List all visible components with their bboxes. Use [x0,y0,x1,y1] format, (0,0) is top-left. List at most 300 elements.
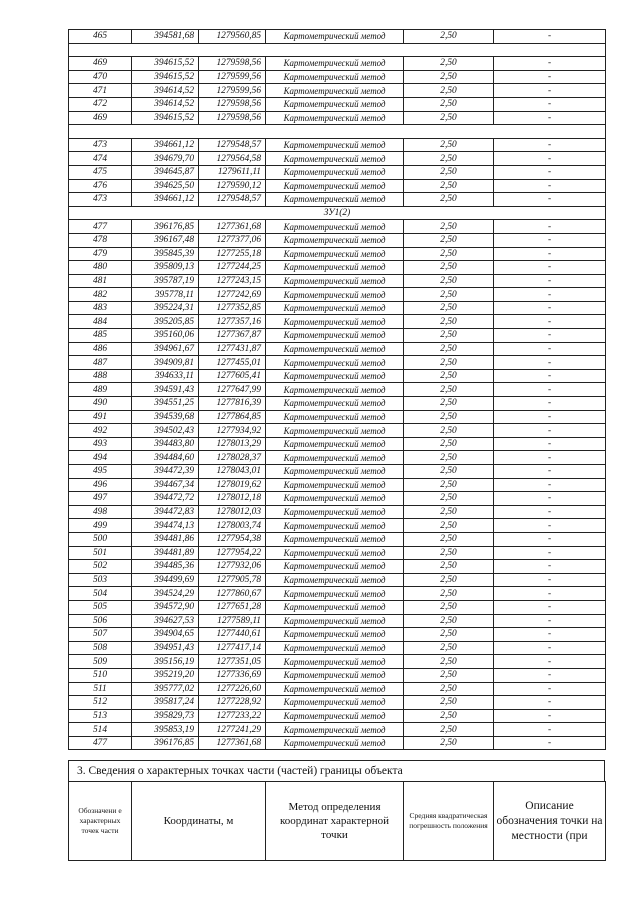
method-cell: Картометрический метод [266,546,404,560]
coord-y: 1277233,22 [199,709,266,723]
point-number: 504 [69,587,132,601]
error-cell: 2,50 [404,723,494,737]
error-cell: 2,50 [404,97,494,111]
method-cell: Картометрический метод [266,84,404,98]
coord-x: 394472,83 [132,505,199,519]
table-row [69,424,606,438]
description-cell: - [494,111,606,125]
coord-x: 395205,85 [132,315,199,329]
coord-y: 1278028,37 [199,451,266,465]
coord-y: 1279548,57 [199,193,266,207]
description-cell: - [494,424,606,438]
coord-x: 394625,50 [132,179,199,193]
coord-x: 394633,11 [132,369,199,383]
table-row [69,165,606,179]
error-cell: 2,50 [404,736,494,750]
error-cell: 2,50 [404,655,494,669]
coord-x: 395829,73 [132,709,199,723]
description-cell: - [494,329,606,343]
method-cell: Картометрический метод [266,30,404,44]
coord-y: 1277243,15 [199,274,266,288]
error-cell: 2,50 [404,410,494,424]
zone-row [69,206,606,220]
error-cell: 2,50 [404,560,494,574]
coord-x: 396176,85 [132,736,199,750]
description-cell: - [494,288,606,302]
point-number: 488 [69,369,132,383]
coord-y: 1279590,12 [199,179,266,193]
error-cell: 2,50 [404,492,494,506]
coord-x: 394615,52 [132,111,199,125]
method-cell: Картометрический метод [266,478,404,492]
method-cell: Картометрический метод [266,138,404,152]
error-cell: 2,50 [404,600,494,614]
coord-y: 1277431,87 [199,342,266,356]
point-number: 493 [69,437,132,451]
table-row [69,397,606,411]
coord-x: 394499,69 [132,573,199,587]
coord-x: 396167,48 [132,233,199,247]
method-cell: Картометрический метод [266,383,404,397]
error-cell: 2,50 [404,641,494,655]
error-cell: 2,50 [404,696,494,710]
point-number: 499 [69,519,132,533]
point-number: 472 [69,97,132,111]
method-cell: Картометрический метод [266,723,404,737]
method-cell: Картометрический метод [266,301,404,315]
point-number: 503 [69,573,132,587]
coord-x: 394572,90 [132,600,199,614]
table-row [69,410,606,424]
coord-x: 394951,43 [132,641,199,655]
description-cell: - [494,546,606,560]
table-row [69,274,606,288]
method-cell: Картометрический метод [266,424,404,438]
coord-x: 394627,53 [132,614,199,628]
coord-x: 395224,31 [132,301,199,315]
error-cell: 2,50 [404,30,494,44]
coord-x: 394679,70 [132,152,199,166]
coord-y: 1278003,74 [199,519,266,533]
error-cell: 2,50 [404,274,494,288]
point-number: 509 [69,655,132,669]
coord-y: 1277905,78 [199,573,266,587]
coord-y: 1277864,85 [199,410,266,424]
coord-y: 1277226,60 [199,682,266,696]
table-row [69,736,606,750]
method-cell: Картометрический метод [266,519,404,533]
coord-x: 394904,65 [132,628,199,642]
table-row [69,261,606,275]
coord-y: 1277367,87 [199,329,266,343]
coord-y: 1279611,11 [199,165,266,179]
point-number: 475 [69,165,132,179]
point-number: 477 [69,220,132,234]
coord-y: 1278012,18 [199,492,266,506]
point-number: 484 [69,315,132,329]
point-number: 507 [69,628,132,642]
point-number: 514 [69,723,132,737]
point-number: 501 [69,546,132,560]
description-cell: - [494,356,606,370]
table-row [69,505,606,519]
point-number: 508 [69,641,132,655]
point-number: 481 [69,274,132,288]
point-number: 483 [69,301,132,315]
description-cell: - [494,315,606,329]
method-cell: Картометрический метод [266,682,404,696]
coord-x: 394661,12 [132,193,199,207]
description-cell: - [494,30,606,44]
coord-y: 1277651,28 [199,600,266,614]
coord-x: 394484,60 [132,451,199,465]
coord-x: 394591,43 [132,383,199,397]
error-cell: 2,50 [404,424,494,438]
coord-x: 394481,86 [132,532,199,546]
description-cell: - [494,437,606,451]
coord-x: 395156,19 [132,655,199,669]
point-number: 513 [69,709,132,723]
point-number: 476 [69,179,132,193]
method-cell: Картометрический метод [266,655,404,669]
table-row [69,70,606,84]
coord-y: 1277351,05 [199,655,266,669]
method-cell: Картометрический метод [266,560,404,574]
error-cell: 2,50 [404,465,494,479]
coord-x: 394502,43 [132,424,199,438]
description-cell: - [494,193,606,207]
point-number: 473 [69,193,132,207]
method-cell: Картометрический метод [266,410,404,424]
method-cell: Картометрический метод [266,492,404,506]
error-cell: 2,50 [404,437,494,451]
point-number: 473 [69,138,132,152]
table-row [69,519,606,533]
description-cell: - [494,84,606,98]
coord-y: 1279560,85 [199,30,266,44]
error-cell: 2,50 [404,179,494,193]
description-cell: - [494,492,606,506]
table-row [69,57,606,71]
description-cell: - [494,152,606,166]
header-point-designation: Обозначени е характерных точек части [69,782,132,861]
method-cell: Картометрический метод [266,261,404,275]
method-cell: Картометрический метод [266,57,404,71]
table-row [69,179,606,193]
point-number: 511 [69,682,132,696]
description-cell: - [494,478,606,492]
separator-row [69,125,606,139]
error-cell: 2,50 [404,709,494,723]
method-cell: Картометрический метод [266,696,404,710]
method-cell: Картометрический метод [266,587,404,601]
table-row [69,97,606,111]
point-number: 512 [69,696,132,710]
error-cell: 2,50 [404,573,494,587]
method-cell: Картометрический метод [266,465,404,479]
coord-y: 1277377,06 [199,233,266,247]
method-cell: Картометрический метод [266,233,404,247]
coord-y: 1277605,41 [199,369,266,383]
error-cell: 2,50 [404,165,494,179]
error-cell: 2,50 [404,193,494,207]
method-cell: Картометрический метод [266,437,404,451]
error-cell: 2,50 [404,233,494,247]
coord-x: 394472,72 [132,492,199,506]
point-number: 496 [69,478,132,492]
coord-x: 394661,12 [132,138,199,152]
point-number: 469 [69,57,132,71]
coord-x: 395778,11 [132,288,199,302]
point-number: 505 [69,600,132,614]
coord-x: 394485,36 [132,560,199,574]
coord-y: 1277455,01 [199,356,266,370]
section-header-row [69,782,606,861]
method-cell: Картометрический метод [266,356,404,370]
method-cell: Картометрический метод [266,193,404,207]
description-cell: - [494,138,606,152]
table-row [69,587,606,601]
method-cell: Картометрический метод [266,342,404,356]
table-row [69,451,606,465]
error-cell: 2,50 [404,247,494,261]
description-cell: - [494,274,606,288]
table-row [69,342,606,356]
method-cell: Картометрический метод [266,247,404,261]
coord-x: 394909,81 [132,356,199,370]
coord-y: 1277255,18 [199,247,266,261]
description-cell: - [494,179,606,193]
method-cell: Картометрический метод [266,152,404,166]
description-cell: - [494,505,606,519]
coord-y: 1277357,16 [199,315,266,329]
coord-x: 394614,52 [132,97,199,111]
description-cell: - [494,723,606,737]
coord-y: 1277860,67 [199,587,266,601]
point-number: 477 [69,736,132,750]
table-row [69,723,606,737]
coord-y: 1277361,68 [199,220,266,234]
table-row [69,30,606,44]
table-row [69,383,606,397]
table-row [69,369,606,383]
error-cell: 2,50 [404,587,494,601]
coord-y: 1277242,69 [199,288,266,302]
error-cell: 2,50 [404,546,494,560]
error-cell: 2,50 [404,152,494,166]
coord-y: 1277647,99 [199,383,266,397]
description-cell: - [494,736,606,750]
coord-x: 394581,68 [132,30,199,44]
method-cell: Картометрический метод [266,641,404,655]
error-cell: 2,50 [404,614,494,628]
error-cell: 2,50 [404,397,494,411]
coord-y: 1277932,06 [199,560,266,574]
method-cell: Картометрический метод [266,600,404,614]
table-row [69,655,606,669]
point-number: 495 [69,465,132,479]
error-cell: 2,50 [404,84,494,98]
description-cell: - [494,342,606,356]
coord-x: 395777,02 [132,682,199,696]
section-title: 3. Сведения о характерных точках части (частей) границы объекта [68,760,605,782]
coord-x: 394961,67 [132,342,199,356]
description-cell: - [494,57,606,71]
description-cell: - [494,383,606,397]
coord-x: 395817,24 [132,696,199,710]
method-cell: Картометрический метод [266,274,404,288]
coord-y: 1277244,25 [199,261,266,275]
coord-x: 396176,85 [132,220,199,234]
table-row [69,247,606,261]
error-cell: 2,50 [404,369,494,383]
method-cell: Картометрический метод [266,532,404,546]
header-coordinates: Координаты, м [132,782,266,861]
description-cell: - [494,587,606,601]
method-cell: Картометрический метод [266,614,404,628]
point-number: 506 [69,614,132,628]
coord-y: 1278013,29 [199,437,266,451]
coord-x: 395853,19 [132,723,199,737]
method-cell: Картометрический метод [266,97,404,111]
coord-y: 1277241,29 [199,723,266,737]
table-row [69,84,606,98]
error-cell: 2,50 [404,668,494,682]
point-number: 478 [69,233,132,247]
coord-x: 394614,52 [132,84,199,98]
error-cell: 2,50 [404,519,494,533]
zone-label: ЗУ1(2) [69,206,606,220]
table-row [69,138,606,152]
method-cell: Картометрический метод [266,397,404,411]
table-row [69,492,606,506]
point-number: 490 [69,397,132,411]
error-cell: 2,50 [404,451,494,465]
table-row [69,573,606,587]
coord-x: 395809,13 [132,261,199,275]
method-cell: Картометрический метод [266,709,404,723]
table-row [69,111,606,125]
error-cell: 2,50 [404,301,494,315]
coord-y: 1277417,14 [199,641,266,655]
table-row [69,628,606,642]
header-description: Описание обозначения точки на местности (при [494,782,606,861]
point-number: 500 [69,532,132,546]
coord-y: 1279599,56 [199,84,266,98]
description-cell: - [494,573,606,587]
error-cell: 2,50 [404,682,494,696]
coordinates-sheet [68,29,605,750]
table-row [69,478,606,492]
header-error: Средняя квадратическая погрешность положения [404,782,494,861]
method-cell: Картометрический метод [266,220,404,234]
error-cell: 2,50 [404,138,494,152]
point-number: 492 [69,424,132,438]
table-row [69,152,606,166]
method-cell: Картометрический метод [266,505,404,519]
description-cell: - [494,220,606,234]
error-cell: 2,50 [404,628,494,642]
coordinates-table [68,29,606,750]
coord-x: 395160,06 [132,329,199,343]
coord-x: 394539,68 [132,410,199,424]
point-number: 491 [69,410,132,424]
table-row [69,614,606,628]
table-row [69,437,606,451]
coord-y: 1279598,56 [199,57,266,71]
error-cell: 2,50 [404,111,494,125]
coord-y: 1278043,01 [199,465,266,479]
description-cell: - [494,410,606,424]
coord-y: 1278019,62 [199,478,266,492]
coord-y: 1277352,85 [199,301,266,315]
error-cell: 2,50 [404,505,494,519]
table-row [69,193,606,207]
table-row [69,315,606,329]
table-row [69,532,606,546]
description-cell: - [494,682,606,696]
coord-x: 394474,13 [132,519,199,533]
coord-x: 394467,34 [132,478,199,492]
description-cell: - [494,369,606,383]
table-row [69,696,606,710]
description-cell: - [494,233,606,247]
table-row [69,288,606,302]
header-method: Метод определения координат характерной точки [266,782,404,861]
method-cell: Картометрический метод [266,70,404,84]
description-cell: - [494,696,606,710]
coord-y: 1278012,03 [199,505,266,519]
table-row [69,560,606,574]
point-number: 498 [69,505,132,519]
table-row [69,301,606,315]
coord-x: 395219,20 [132,668,199,682]
error-cell: 2,50 [404,383,494,397]
point-number: 489 [69,383,132,397]
method-cell: Картометрический метод [266,165,404,179]
description-cell: - [494,451,606,465]
table-row [69,356,606,370]
description-cell: - [494,655,606,669]
description-cell: - [494,465,606,479]
method-cell: Картометрический метод [266,628,404,642]
point-number: 510 [69,668,132,682]
error-cell: 2,50 [404,288,494,302]
point-number: 482 [69,288,132,302]
coord-y: 1279564,58 [199,152,266,166]
description-cell: - [494,247,606,261]
error-cell: 2,50 [404,356,494,370]
table-row [69,465,606,479]
coord-y: 1277228,92 [199,696,266,710]
method-cell: Картометрический метод [266,573,404,587]
table-row [69,220,606,234]
coord-x: 394483,80 [132,437,199,451]
coord-y: 1279598,56 [199,97,266,111]
description-cell: - [494,628,606,642]
separator-cell [69,43,606,57]
description-cell: - [494,97,606,111]
method-cell: Картометрический метод [266,736,404,750]
description-cell: - [494,560,606,574]
point-number: 485 [69,329,132,343]
coord-y: 1277589,11 [199,614,266,628]
description-cell: - [494,70,606,84]
coord-y: 1277361,68 [199,736,266,750]
point-number: 469 [69,111,132,125]
point-number: 497 [69,492,132,506]
coord-x: 395845,39 [132,247,199,261]
